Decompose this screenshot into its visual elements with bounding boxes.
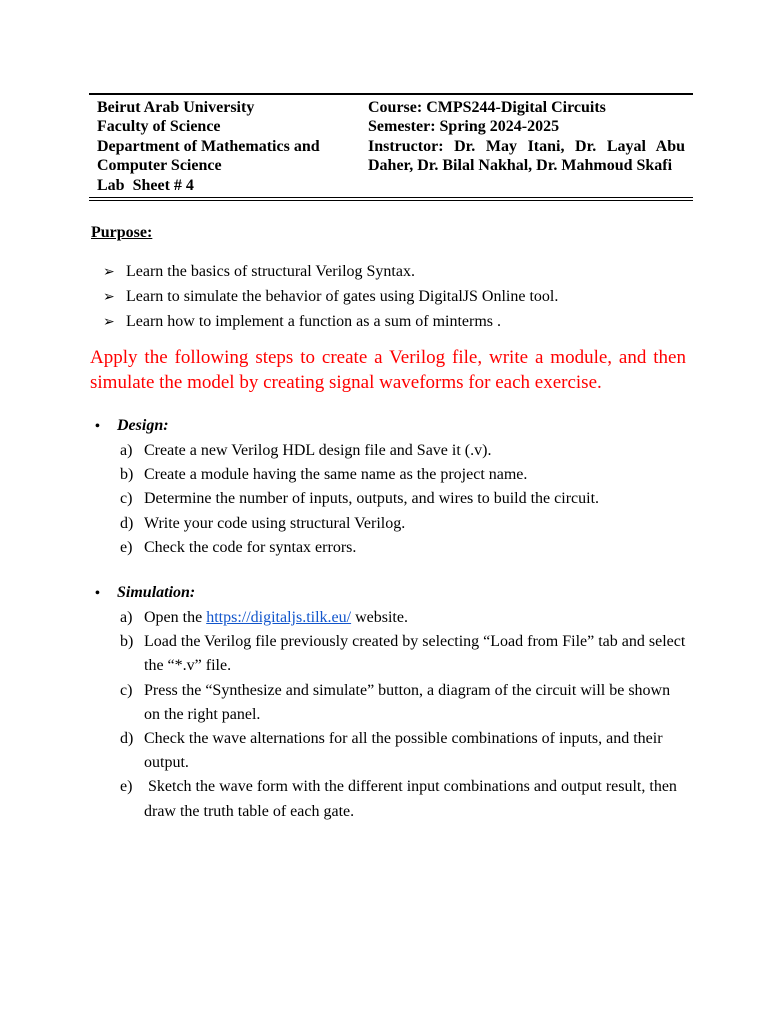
step-text-suffix: website. [351, 609, 408, 626]
step-text: Check the wave alternations for all the possible combinations of inputs, and their output. [144, 730, 663, 772]
step-text: Press the “Synthesize and simulate” button, a diagram of the circuit will be shown on the right panel. [144, 681, 671, 723]
step-text: Sketch the wave form with the different input combinations and output result, then draw the truth table of each gate. [144, 778, 681, 820]
lab-sheet-number: Lab Sheet # 4 [97, 176, 194, 194]
step-text: Create a new Verilog HDL design file and Save it (.v). [144, 442, 492, 459]
step-marker: c) [120, 490, 133, 508]
step-text: Write your code using structural Verilog. [144, 514, 406, 532]
design-step [120, 487, 690, 511]
step-marker: e) [120, 538, 133, 556]
faculty-name: Faculty of Science [97, 118, 221, 136]
step-marker: d) [120, 514, 134, 532]
arrow-bullet-icon: ➢ [103, 290, 115, 305]
purpose-item [103, 260, 558, 285]
design-step [120, 536, 690, 560]
design-step [120, 512, 690, 536]
semester: Semester: Spring 2024-2025 [368, 118, 560, 136]
dot-bullet-icon: • [95, 419, 100, 434]
step-text: Create a module having the same name as the project name. [144, 466, 528, 484]
digitaljs-link[interactable]: https://digitaljs.tilk.eu/ [206, 609, 352, 626]
header-table [89, 93, 693, 195]
purpose-heading: Purpose: [91, 224, 153, 241]
step-text [144, 606, 690, 630]
department-line-2: Computer Science [97, 157, 222, 175]
step-text-prefix: Open the [144, 609, 207, 626]
purpose-item-text: Learn the basics of structural Verilog Syntax. [126, 263, 415, 280]
simulation-heading-text: Simulation: [117, 584, 196, 601]
purpose-item [103, 285, 558, 310]
purpose-item-text: Learn how to implement a function as a sum of minterms . [126, 313, 502, 330]
step-marker: e) [120, 778, 133, 796]
course-name: Course: CMPS244-Digital Circuits [368, 99, 606, 116]
step-marker: a) [120, 609, 133, 626]
instructors: Instructor: Dr. May Itani, Dr. Layal Abu Daher, Dr. Bilal Nakhal, Dr. Mahmoud Skafi [368, 137, 685, 175]
step-text: Load the Verilog file previously created by selecting “Load from File” tab and select the “*.v” file. [144, 633, 686, 675]
header-right-column [368, 98, 693, 195]
header-left-column [89, 98, 368, 195]
university-name: Beirut Arab University [97, 99, 255, 116]
step-marker: d) [120, 730, 134, 748]
instructions-paragraph: Apply the following steps to create a Verilog file, write a module, and then simulate the model by creating signal waveforms for each exercise. [90, 347, 686, 393]
header-double-rule [89, 197, 693, 201]
design-heading [95, 417, 169, 435]
design-step [120, 439, 690, 463]
purpose-list [103, 260, 558, 335]
step-marker: a) [120, 442, 133, 459]
design-step [120, 463, 690, 487]
arrow-bullet-icon: ➢ [103, 315, 115, 330]
step-marker: b) [120, 466, 134, 484]
simulation-step [120, 630, 690, 678]
simulation-step [120, 727, 690, 775]
simulation-step [120, 606, 690, 630]
design-steps [120, 439, 690, 560]
step-marker: c) [120, 681, 133, 699]
simulation-heading [95, 584, 195, 602]
arrow-bullet-icon: ➢ [103, 265, 115, 280]
step-marker: b) [120, 633, 134, 651]
dot-bullet-icon: • [95, 586, 100, 601]
simulation-step [120, 775, 690, 823]
purpose-item-text: Learn to simulate the behavior of gates using DigitalJS Online tool. [126, 288, 559, 305]
step-text: Determine the number of inputs, outputs, and wires to build the circuit. [144, 490, 600, 508]
design-heading-text: Design: [117, 417, 169, 434]
purpose-item [103, 310, 558, 335]
department-line-1: Department of Mathematics and [97, 137, 320, 155]
step-text: Check the code for syntax errors. [144, 538, 357, 556]
simulation-step [120, 679, 690, 727]
simulation-steps [120, 606, 690, 824]
